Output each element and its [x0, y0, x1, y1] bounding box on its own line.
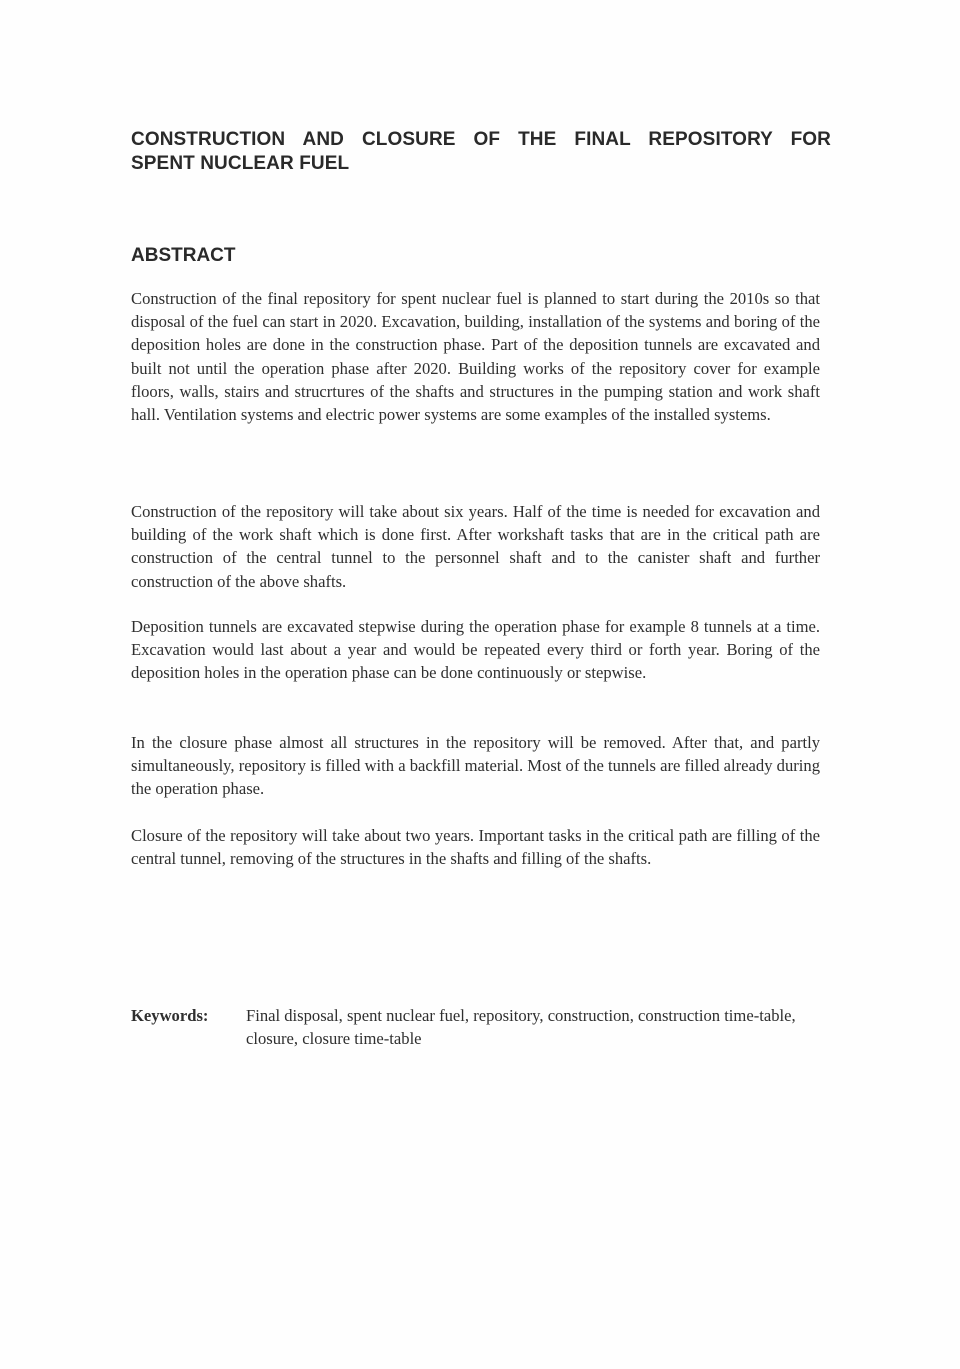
abstract-paragraph-2: Construction of the repository will take about six years. Half of the time is needed for excavation and building of the work shaft which is done first. After workshaft tasks that are in the critical path are construction of the central tunnel to the personnel shaft and to the canister shaft and further construction of the above shafts. — [131, 502, 820, 591]
abstract-heading: ABSTRACT — [131, 245, 236, 266]
abstract-paragraph-1: Construction of the final repository for spent nuclear fuel is planned to start during the 2010s so that disposal of the fuel can start in 2020. Excavation, building, installation of the systems and boring of the deposition holes are done in the construction phase. Part of the deposition tunnels are excavated and built not until the operation phase after 2020. Building works of the repository cover for example floors, walls, stairs and strucrtures of the shafts and structures in the pumping station and work shaft hall. Ventilation systems and electric power systems are some examples of the installed systems. — [131, 289, 820, 425]
keywords-block — [131, 1004, 831, 1050]
title-line-2: SPENT NUCLEAR FUEL — [131, 153, 350, 174]
keywords-label: Keywords: — [131, 1006, 209, 1025]
abstract-paragraph-3: Deposition tunnels are excavated stepwise during the operation phase for example 8 tunnels at a time. Excavation would last about a year and would be repeated every third or forth year. Boring of the deposition holes in the operation phase can be done continuously or stepwise. — [131, 617, 820, 683]
keywords-value: Final disposal, spent nuclear fuel, repository, construction, construction time-table, closure, closure time-table — [246, 1006, 796, 1049]
abstract-paragraph-4: In the closure phase almost all structures in the repository will be removed. After that, and partly simultaneously, repository is filled with a backfill material. Most of the tunnels are filled already during the operation phase. — [131, 733, 820, 799]
document-title — [131, 128, 831, 176]
title-line-1: CONSTRUCTION AND CLOSURE OF THE FINAL REPOSITORY FOR — [131, 129, 831, 150]
abstract-paragraph-5: Closure of the repository will take about two years. Important tasks in the critical path are filling of the central tunnel, removing of the structures in the shafts and filling of the shafts. — [131, 826, 820, 869]
